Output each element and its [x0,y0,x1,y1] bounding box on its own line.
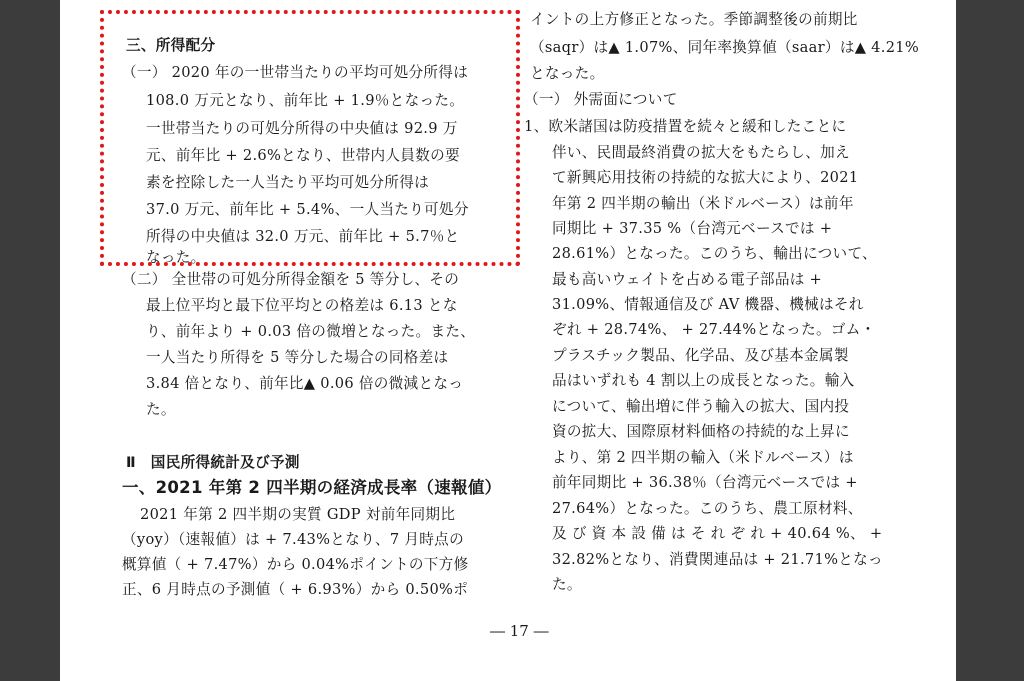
paragraph-line: 正、6 月時点の予測値（ + 6.93%）から 0.50%ポ [122,581,469,598]
paragraph-line: り、前年より + 0.03 倍の微増となった。また、 [146,323,476,340]
document-page [60,0,956,681]
list-item-line: ぞれ + 28.74%、 + 27.44%となった。ゴム・ [552,321,876,338]
chapter-heading: Ⅱ 国民所得統計及び予測 [126,454,300,471]
paragraph-line: た。 [146,401,176,418]
paragraph-line: 一人当たり所得を 5 等分した場合の同格差は [146,349,449,366]
list-item-line: 及 び 資 本 設 備 は そ れ ぞ れ + 40.64 %、 + [552,525,883,542]
paragraph-line: 37.0 万元、前年比 + 5.4%、一人当たり可処分 [146,201,469,218]
paragraph-line: 108.0 万元となり、前年比 + 1.9％となった。 [146,92,465,109]
paragraph-line: （saqr）は▲ 1.07%、同年率換算値（saar）は▲ 4.21% [530,39,920,56]
paragraph-line: （一） 2020 年の一世帯当たりの平均可処分所得は [122,64,469,81]
list-item-line: 28.61%）となった。このうち、輸出について、 [552,245,877,262]
list-item-line: 資の拡大、国際原材料価格の持続的な上昇に [552,423,850,440]
list-item-line: 品はいずれも 4 割以上の成長となった。輸入 [552,372,855,389]
sub-heading: 一、2021 年第 2 四半期の経済成長率（速報値） [122,478,502,497]
list-item-line: 前年同期比 + 36.38％（台湾元ベースでは + [552,474,858,491]
list-item-line: 同期比 + 37.35 %（台湾元ベースでは + [552,220,833,237]
paragraph-line: （二） 全世帯の可処分所得金額を 5 等分し、その [122,271,460,288]
list-item-line: 32.82%となり、消費関連品は + 21.71%となっ [552,551,883,568]
paragraph-line: 素を控除した一人当たり平均可処分所得は [146,174,429,191]
paragraph-line: なった。 [146,249,206,266]
list-item-line: 伴い、民間最終消費の拡大をもたらし、加え [552,144,850,161]
list-item-line: について、輸出増に伴う輸入の拡大、国内投 [552,398,850,415]
paragraph-line: 3.84 倍となり、前年比▲ 0.06 倍の微減となっ [146,375,464,392]
paragraph-line: イントの上方修正となった。季節調整後の前期比 [530,11,858,28]
list-item-line: た。 [552,576,582,593]
list-item-line: 27.64%）となった。このうち、農工原材料、 [552,500,863,517]
list-item-line: プラスチック製品、化学品、及び基本金属製 [552,347,849,364]
list-item-line: 31.09%、情報通信及び AV 機器、機械はそれ [552,296,864,313]
sub-heading: （一） 外需面について [524,91,678,108]
paragraph-line: 所得の中央値は 32.0 万元、前年比 + 5.7％と [146,228,460,245]
paragraph-line: 一世帯当たりの可処分所得の中央値は 92.9 万 [146,120,458,137]
list-item-line: より、第 2 四半期の輸入（米ドルベース）は [552,449,854,466]
list-item-line: て新興応用技術の持続的な拡大により、2021 [552,169,859,186]
section-heading: 三、所得配分 [126,37,216,54]
paragraph-line: 元、前年比 + 2.6%となり、世帯内人員数の要 [146,147,460,164]
list-item-line: 1、欧米諸国は防疫措置を続々と緩和したことに [524,118,847,135]
paragraph-line: 2021 年第 2 四半期の実質 GDP 対前年同期比 [140,506,456,523]
page-number: ― 17 ― [490,622,549,640]
paragraph-line: 概算値（ + 7.47%）から 0.04%ポイントの下方修 [122,556,469,573]
list-item-line: 最も高いウェイトを占める電子部品は + [552,271,823,288]
paragraph-line: となった。 [530,65,605,82]
paragraph-line: （yoy）（速報値）は + 7.43%となり、7 月時点の [122,531,464,548]
paragraph-line: 最上位平均と最下位平均との格差は 6.13 とな [146,297,458,314]
list-item-line: 年第 2 四半期の輸出（米ドルベース）は前年 [552,195,854,212]
